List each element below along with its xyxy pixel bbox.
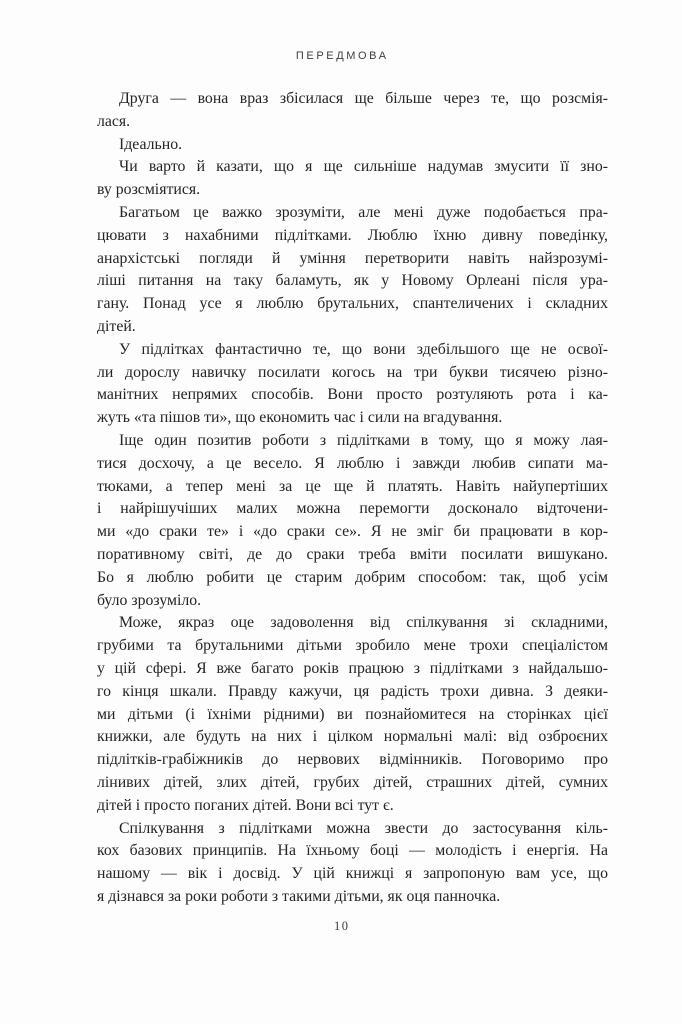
text-line: Чи варто й казати, що я ще сильніше надумав змусити її зно- [119, 158, 608, 176]
text-line: лінивих дітей, злих дітей, грубих дітей, страшних дітей, сумних [97, 773, 608, 791]
text-line: дітей і просто поганих дітей. Вони всі тут є. [97, 796, 394, 814]
text-line: Бо я люблю робити це старим добрим способом: так, щоб усім [97, 568, 608, 586]
text-line: Може, якраз оце задоволення від спілкування зі складними, [119, 614, 608, 632]
page-number: 10 [334, 919, 350, 933]
text-line: тися досхочу, а це весело. Я люблю і завжди любив сипати ма- [97, 454, 608, 472]
text-line: поративному світі, де до сраки треба вміти посилати вишукано. [97, 545, 608, 563]
text-line: Друга — вона враз збісилася ще більше через те, що розсмія- [119, 90, 608, 107]
text-line: книжки, але будуть на них і цілком нормальні малі: від озброєних [97, 728, 608, 746]
text-line: Багатьом це важко зрозуміти, але мені дуже подобається пра- [119, 203, 608, 221]
chapter-header: ПЕРЕДМОВА [295, 50, 389, 62]
body-text [97, 88, 608, 909]
text-line: лася. [97, 112, 131, 130]
text-line: було зрозуміло. [97, 591, 202, 609]
text-line: Ідеально. [119, 135, 183, 153]
text-line: дітей. [97, 317, 136, 335]
text-line: ми дітьми (і їхніми рідними) ви познайомитеся на сторінках цієї [97, 705, 608, 723]
text-line: Іще один позитив роботи з підлітками в тому, що я можу лая- [119, 431, 608, 449]
text-line: ми «до сраки те» і «до сраки се». Я не зміг би працювати в кор- [97, 523, 608, 541]
text-line: жуть «та пішов ти», що економить час і сили на вгадування. [97, 409, 503, 427]
text-line: нашому — вік і досвід. У цій книжці я запропоную вам усе, що [97, 865, 608, 883]
text-line: тюками, а тепер мені за це ще й платять. Навіть найупертіших [97, 477, 608, 495]
text-line: манітних непрямих способів. Вони просто розтуляють рота і ка- [97, 386, 608, 404]
text-line: ліші питання на таку баламуть, як у Новому Орлеані після ура- [97, 272, 608, 290]
text-line: цювати з нахабними підлітками. Люблю їхню дивну поведінку, [97, 226, 608, 244]
text-line: ли дорослу навичку посилати когось на три букви тисячею різно- [97, 363, 608, 381]
text-line: підлітків-грабіжників до нервових відмінників. Поговоримо про [97, 751, 608, 769]
text-line: У підлітках фантастично те, що вони здебільшого ще не освої- [119, 340, 608, 358]
text-line: Спілкування з підлітками можна звести до застосування кіль- [119, 819, 608, 837]
text-line: кох базових принципів. На їхньому боці — молодість і енергія. На [97, 842, 608, 860]
text-line: я дізнався за роки роботи з такими дітьми, як оця панночка. [97, 887, 501, 905]
text-line: гану. Понад усе я люблю брутальних, спантеличених і складних [97, 295, 608, 313]
text-line: грубими та брутальними дітьми зробило мене трохи спеціалістом [97, 637, 608, 655]
text-line: ву розсміятися. [97, 181, 201, 199]
text-line: анархістські погляди й уміння перетворити навіть найзрозумі- [97, 249, 608, 267]
text-line: і найрішучіших малих можна перемогти досконало відточени- [97, 500, 608, 518]
text-line: го кінця шкали. Правду кажучи, ця радість трохи дивна. З деяки- [97, 682, 608, 700]
text-line: у цій сфері. Я вже багато років працюю з підлітками з найдальшо- [97, 659, 608, 677]
